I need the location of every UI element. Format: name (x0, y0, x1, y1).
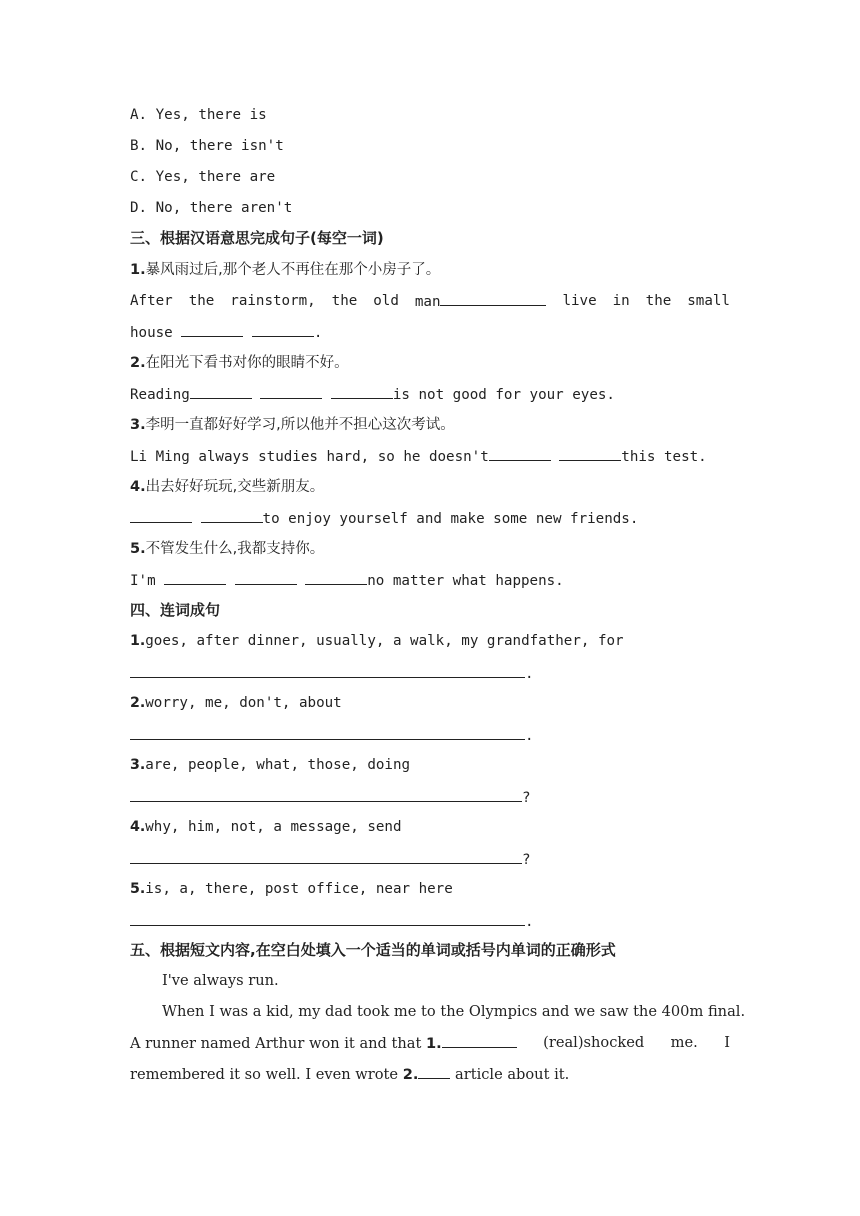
answer-line[interactable] (130, 787, 522, 802)
s4-item-2-words: 2.worry, me, don't, about (130, 695, 342, 711)
blank[interactable] (164, 570, 226, 585)
passage-line-1: I've always run. (162, 972, 279, 989)
blank[interactable] (235, 570, 297, 585)
s3-item-2-sentence: Reading is not good for your eyes. (130, 384, 615, 405)
section-5-heading: 五、根据短文内容,在空白处填入一个适当的单词或括号内单词的正确形式 (130, 941, 616, 959)
blank[interactable] (190, 384, 252, 399)
blank[interactable] (260, 384, 322, 399)
blank[interactable] (559, 446, 621, 461)
answer-line[interactable] (130, 849, 522, 864)
s3-item-4-sentence: to enjoy yourself and make some new friends. (130, 508, 638, 529)
s3-item-4-prompt: 4.出去好好玩玩,交些新朋友。 (130, 479, 325, 495)
s4-item-4-answer: ? (130, 849, 531, 870)
blank[interactable] (489, 446, 551, 461)
s4-item-5-answer: . (130, 911, 534, 932)
s3-item-3-prompt: 3.李明一直都好好学习,所以他并不担心这次考试。 (130, 417, 455, 433)
passage-line-2: When I was a kid, my dad took me to the Olympics and we saw the 400m final. (162, 1003, 746, 1020)
option-b: B. No, there isn't (130, 138, 284, 154)
passage-line-3: A runner named Arthur won it and that 1. (real)shocked me. I (130, 1034, 730, 1052)
s3-item-1-sentence-cont: house . (130, 322, 322, 343)
option-d: D. No, there aren't (130, 200, 293, 216)
answer-line[interactable] (130, 725, 525, 740)
s4-item-4-words: 4.why, him, not, a message, send (130, 819, 402, 835)
s4-item-1-answer: . (130, 663, 534, 684)
s4-item-3-words: 3.are, people, what, those, doing (130, 757, 411, 773)
blank[interactable] (252, 322, 314, 337)
s3-item-5-prompt: 5.不管发生什么,我都支持你。 (130, 541, 325, 557)
blank[interactable] (331, 384, 393, 399)
blank-2[interactable] (418, 1064, 450, 1079)
s4-item-5-words: 5.is, a, there, post office, near here (130, 881, 453, 897)
blank[interactable] (305, 570, 367, 585)
s4-item-1-words: 1.goes, after dinner, usually, a walk, my grandfather, for (130, 633, 624, 649)
option-c: C. Yes, there are (130, 169, 276, 185)
section-3-heading: 三、根据汉语意思完成句子(每空一词) (130, 229, 384, 247)
s4-item-2-answer: . (130, 725, 534, 746)
blank[interactable] (181, 322, 243, 337)
s3-item-1-sentence: After the rainstorm, the old man live in the small (130, 293, 730, 310)
answer-line[interactable] (130, 911, 525, 926)
section-4-heading: 四、连词成句 (130, 601, 221, 619)
passage-line-4: remembered it so well. I even wrote 2. article about it. (130, 1066, 570, 1083)
s3-item-2-prompt: 2.在阳光下看书对你的眼睛不好。 (130, 355, 349, 371)
s3-item-3-sentence: Li Ming always studies hard, so he doesn't this test. (130, 446, 707, 467)
s4-item-3-answer: ? (130, 787, 531, 808)
blank[interactable] (130, 508, 192, 523)
blank-1[interactable] (442, 1033, 517, 1048)
answer-line[interactable] (130, 663, 525, 678)
option-a: A. Yes, there is (130, 107, 267, 123)
s3-item-1-prompt: 1.暴风雨过后,那个老人不再住在那个小房子了。 (130, 262, 441, 278)
blank[interactable] (201, 508, 263, 523)
s3-item-5-sentence: I'm no matter what happens. (130, 570, 564, 591)
blank[interactable] (440, 291, 546, 306)
